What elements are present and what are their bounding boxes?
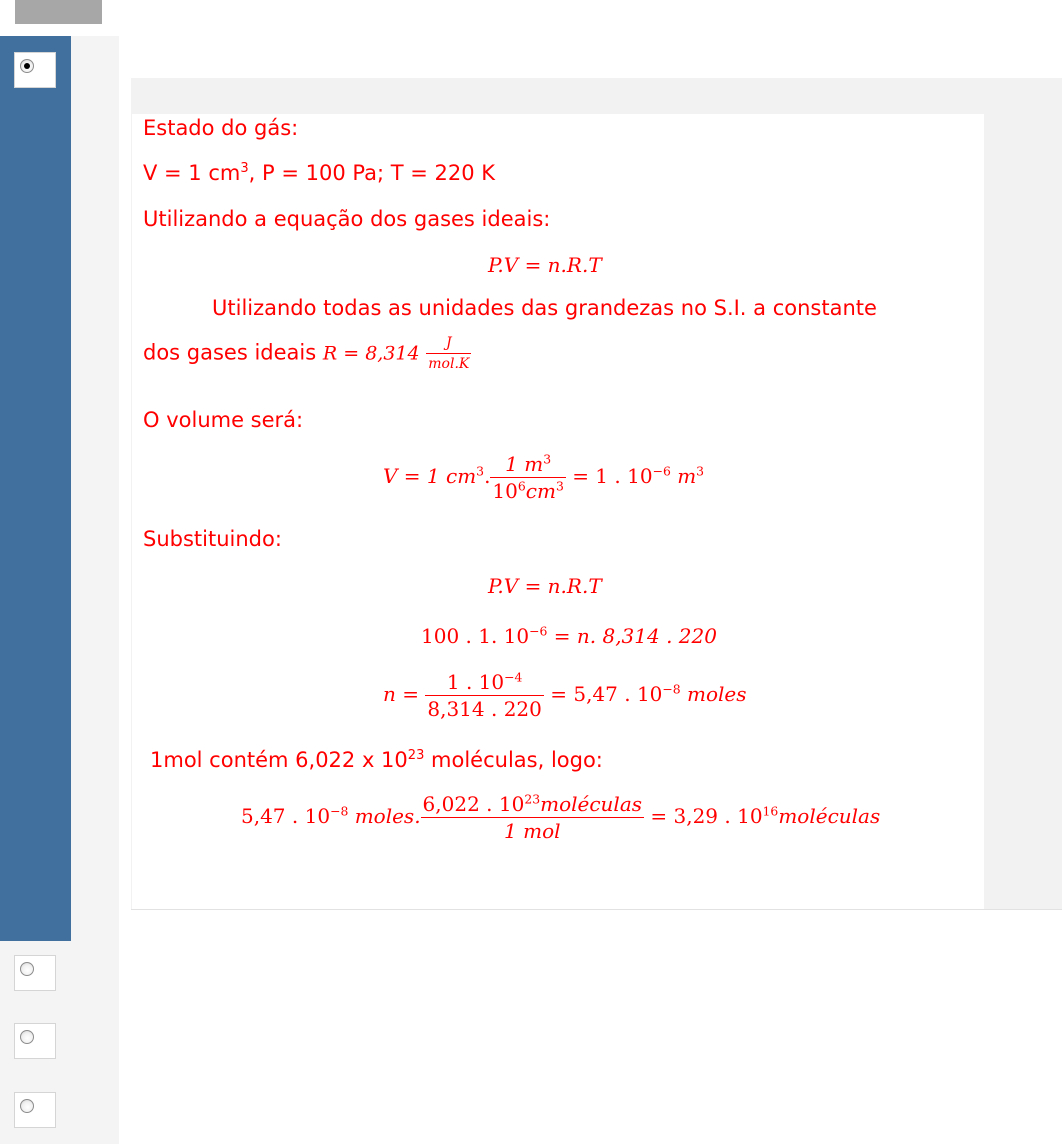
moles-equation: n = $\frac{1 . 10^{-4}}{8,314 . 220}$ = 5,47 . $10^{-8}$ moles [383, 669, 747, 721]
estado-title: Estado do gás: [143, 116, 299, 140]
option-1-radio[interactable] [14, 52, 56, 88]
radio-empty-icon [20, 1030, 34, 1044]
volume-title: O volume será: [143, 408, 304, 432]
equation-pv-nrt-2: P.V = n.R.T [488, 574, 602, 598]
gas-constant-line: dos gases ideais R = 8,314 $\frac{J}{\text{mol.K}}$ [143, 335, 470, 372]
si-units-text: Utilizando todas as unidades das grandezas no S.I. a constante [212, 296, 877, 320]
volume-conversion-equation: V = 1 $cm^3$. $\frac{1 m^3}{10^6cm^3}$ = 1 . $10^{-6}$ $m^3$ [383, 451, 705, 503]
top-tab[interactable] [15, 0, 102, 24]
ideal-gas-intro: Utilizando a equação dos gases ideais: [143, 207, 551, 231]
option-2-radio[interactable] [14, 955, 56, 991]
avogadro-text: 1mol contém 6,022 x $10^{23}$ moléculas, logo: [150, 748, 603, 772]
gas-state-line: V = 1 $cm^3$, P = 100 Pa; T = 220 K [143, 161, 496, 185]
radio-empty-icon [20, 962, 34, 976]
selected-option-highlight [0, 36, 71, 941]
equation-pv-nrt: P.V = n.R.T [488, 253, 602, 277]
radio-selected-icon [20, 59, 34, 73]
solution-content [132, 114, 984, 909]
substituted-equation: 100 . 1. $10^{-6} = n$. 8,314 . 220 [421, 623, 717, 648]
molecules-equation: 5,47 . $10^{-8}$ moles. $\frac{6,022 . 10^{23}moléculas}{\text{1 mol}}$ = 3,29 . $10^{16}moléculas$ [241, 791, 881, 843]
radio-empty-icon [20, 1099, 34, 1113]
option-3-radio[interactable] [14, 1023, 56, 1059]
option-4-radio[interactable] [14, 1092, 56, 1128]
substituting-title: Substituindo: [143, 527, 282, 551]
